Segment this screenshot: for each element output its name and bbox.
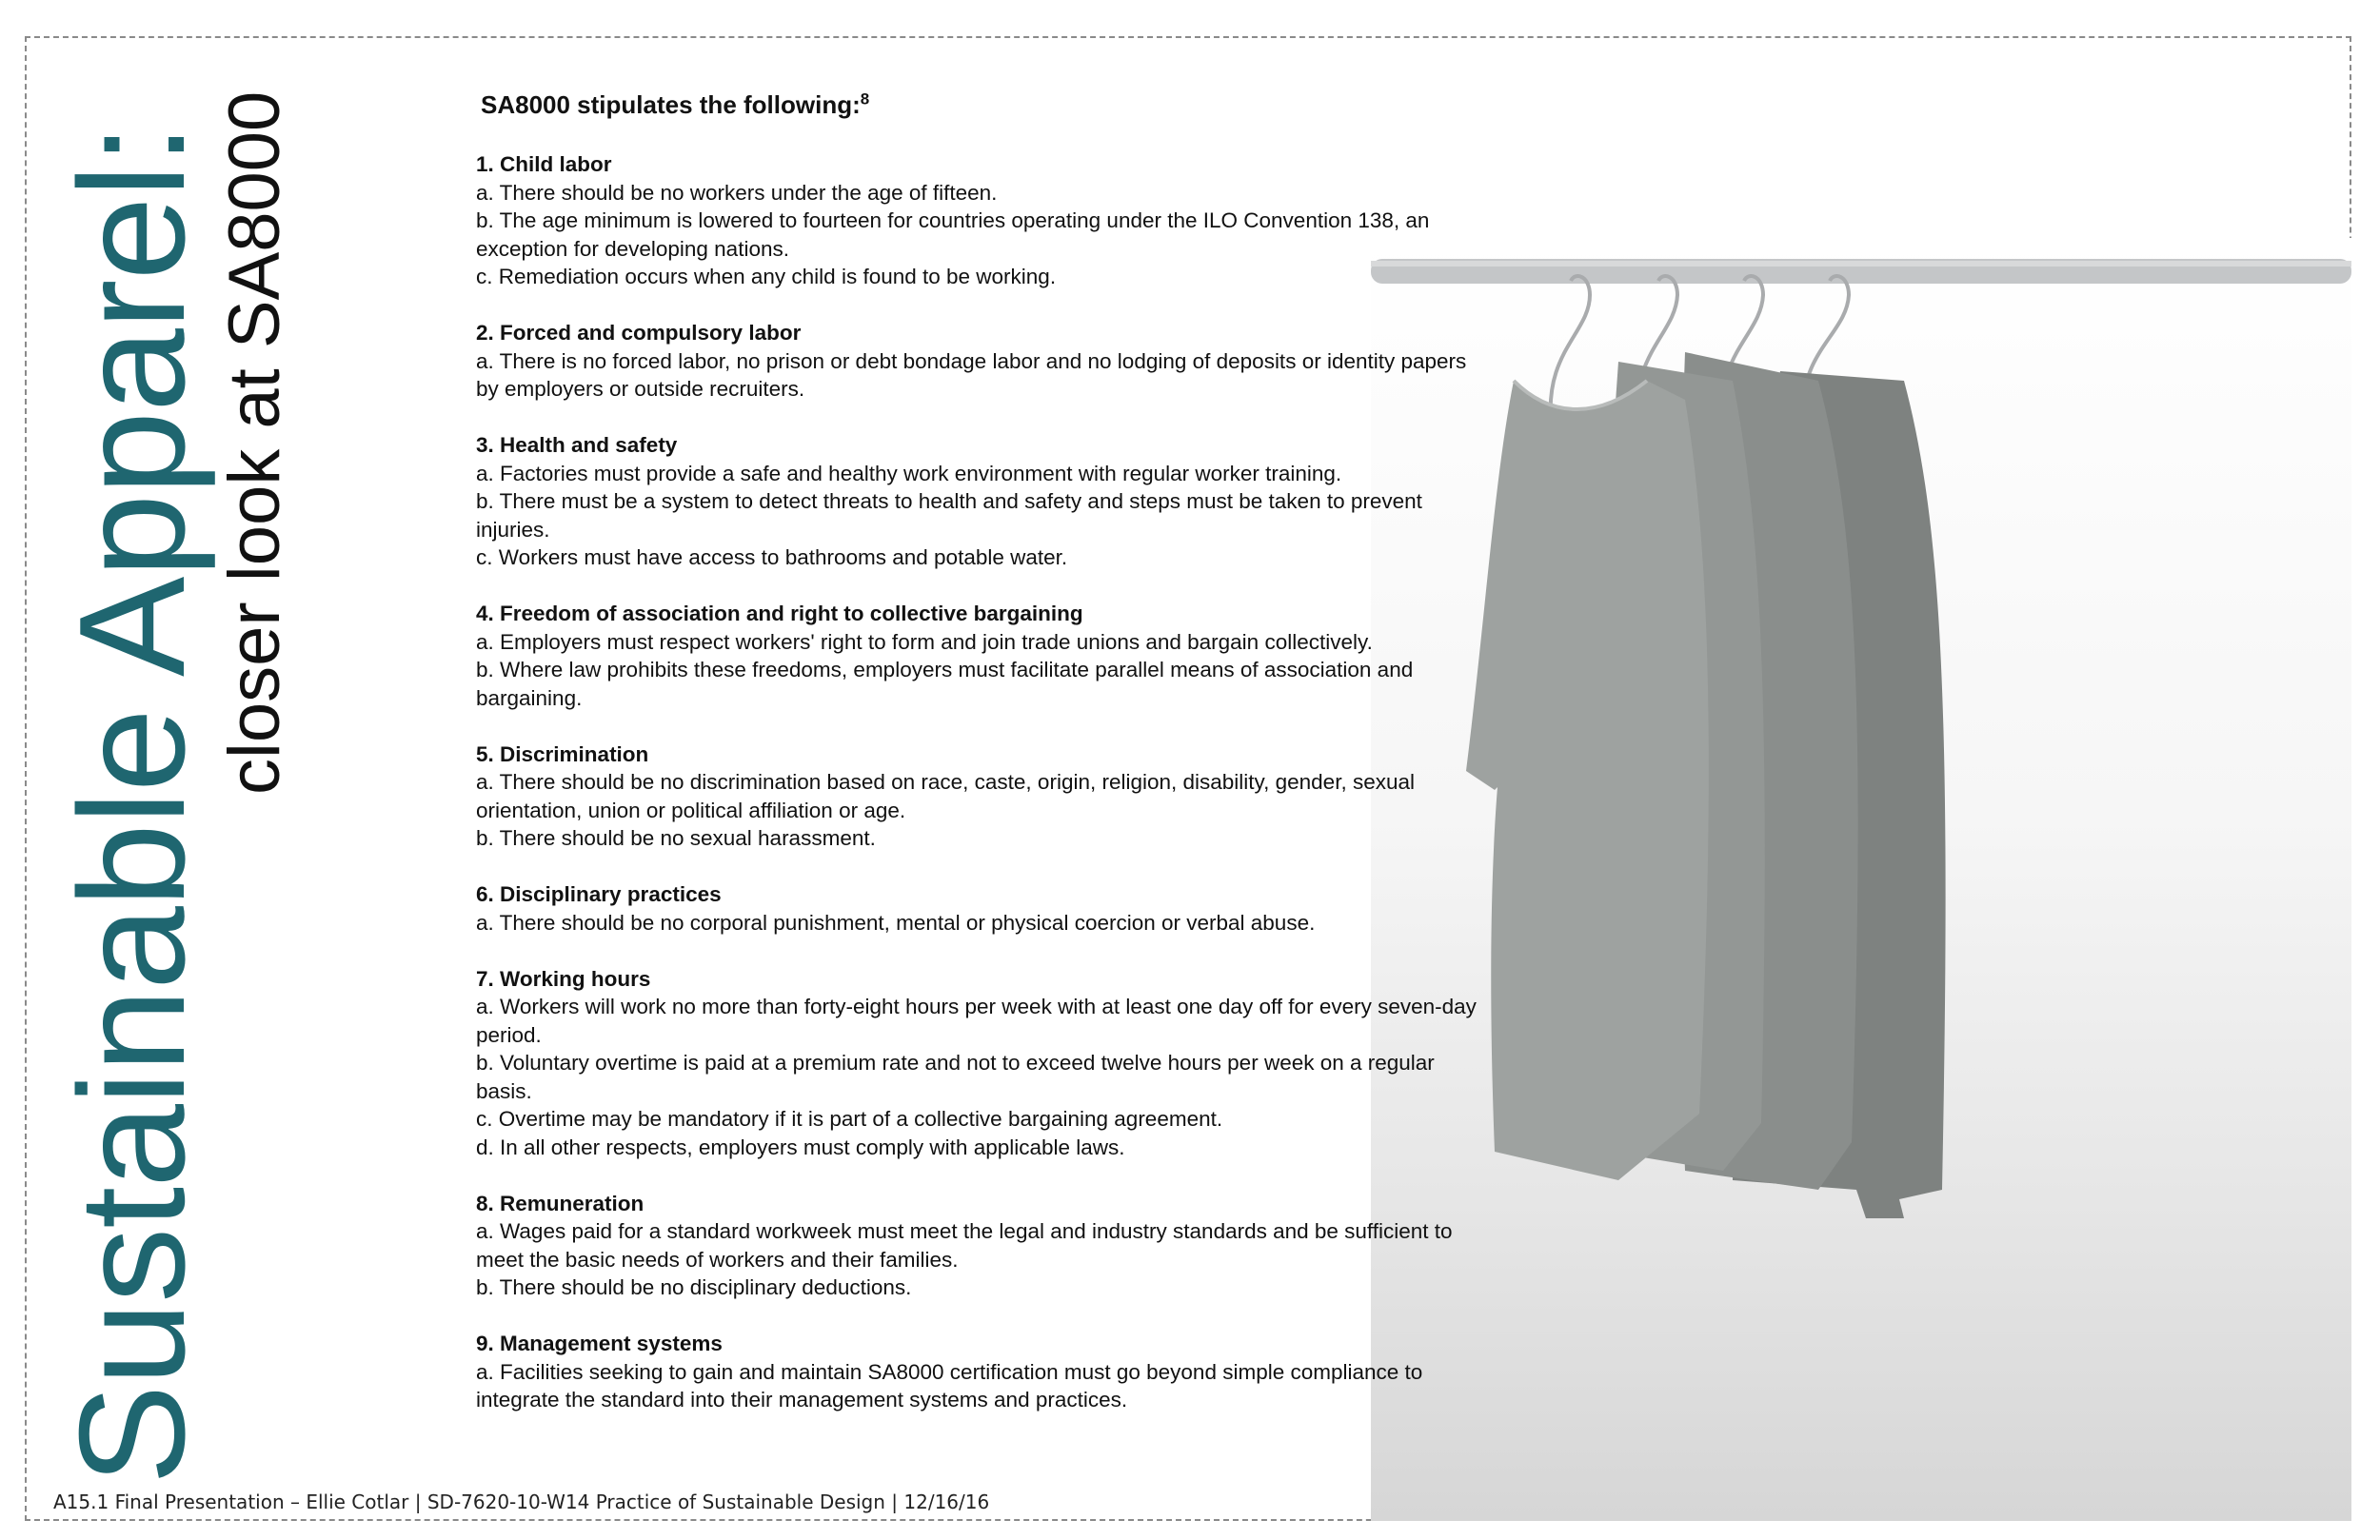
- section-9: [476, 1330, 1485, 1414]
- page-footer: A15.1 Final Presentation – Ellie Cotlar | SD-7620-10-W14 Practice of Sustainable Design | 12/16/16: [53, 1491, 990, 1513]
- section-heading: 4. Freedom of association and right to collective bargaining: [476, 602, 1083, 625]
- section-line: c. Workers must have access to bathrooms and potable water.: [476, 545, 1068, 569]
- section-line: d. In all other respects, employers must comply with applicable laws.: [476, 1135, 1125, 1159]
- section-line: a. Wages paid for a standard workweek must meet the legal and industry standards and be sufficient to meet the basic needs of workers and their families.: [476, 1219, 1453, 1272]
- title-block: [49, 57, 305, 1485]
- section-line: a. Employers must respect workers' right to form and join trade unions and bargain collectively.: [476, 629, 1373, 654]
- section-line: b. Voluntary overtime is paid at a premium rate and not to exceed twelve hours per week on a regular basis.: [476, 1051, 1435, 1103]
- section-8: [476, 1190, 1485, 1302]
- hanging-shirts-photo: [1371, 238, 2351, 1521]
- section-line: a. Workers will work no more than forty-eight hours per week with at least one day off for every seven-day period.: [476, 995, 1477, 1047]
- section-4: [476, 600, 1485, 712]
- section-2: [476, 319, 1485, 404]
- section-line: a. There should be no workers under the age of fifteen.: [476, 180, 998, 205]
- section-line: c. Remediation occurs when any child is found to be working.: [476, 265, 1057, 288]
- section-line: a. There should be no discrimination based on race, caste, origin, religion, disability, gender, sexual orientation, union or political affiliation or age.: [476, 770, 1415, 822]
- section-line: b. There must be a system to detect threats to health and safety and steps must be taken to prevent injuries.: [476, 489, 1422, 542]
- section-heading: 5. Discrimination: [476, 741, 649, 766]
- footnote-marker: 8: [860, 89, 870, 109]
- section-line: b. Where law prohibits these freedoms, employers must facilitate parallel means of association and bargaining.: [476, 658, 1414, 710]
- section-line: a. There should be no corporal punishment, mental or physical coercion or verbal abuse.: [476, 910, 1316, 935]
- section-heading: 3. Health and safety: [476, 433, 678, 457]
- section-3: [476, 431, 1485, 572]
- section-heading: 9. Management systems: [476, 1332, 723, 1355]
- section-6: [476, 880, 1485, 937]
- section-heading: 7. Working hours: [476, 966, 651, 991]
- section-1: [476, 150, 1485, 291]
- section-line: b. There should be no disciplinary deductions.: [476, 1275, 912, 1299]
- section-7: [476, 965, 1485, 1162]
- section-line: b. The age minimum is lowered to fourteen for countries operating under the ILO Convention 138, an exception for developing nations.: [476, 208, 1430, 261]
- presentation-subtitle: closer look at SA8000: [214, 90, 295, 795]
- sections-list: [476, 150, 1485, 1414]
- presentation-title: Sustainable Apparel:: [49, 124, 216, 1485]
- section-line: b. There should be no sexual harassment.: [476, 826, 876, 850]
- section-line: a. There is no forced labor, no prison or debt bondage labor and no lodging of deposits or identity papers by employers or outside recruiters.: [476, 348, 1467, 401]
- section-heading: 2. Forced and compulsory labor: [476, 321, 802, 345]
- section-heading: 1. Child labor: [476, 152, 612, 176]
- section-5: [476, 740, 1485, 853]
- content-heading: SA8000 stipulates the following:$^8$: [481, 89, 870, 119]
- section-heading: 6. Disciplinary practices: [476, 882, 722, 906]
- section-line: a. Factories must provide a safe and healthy work environment with regular worker training.: [476, 461, 1342, 485]
- shirt-front: [1466, 381, 1709, 1180]
- section-heading: 8. Remuneration: [476, 1191, 645, 1215]
- content-column: [476, 90, 1485, 1442]
- section-line: a. Facilities seeking to gain and maintain SA8000 certification must go beyond simple compliance to integrate the standard into their management systems and practices.: [476, 1359, 1423, 1412]
- section-line: c. Overtime may be mandatory if it is part of a collective bargaining agreement.: [476, 1107, 1223, 1131]
